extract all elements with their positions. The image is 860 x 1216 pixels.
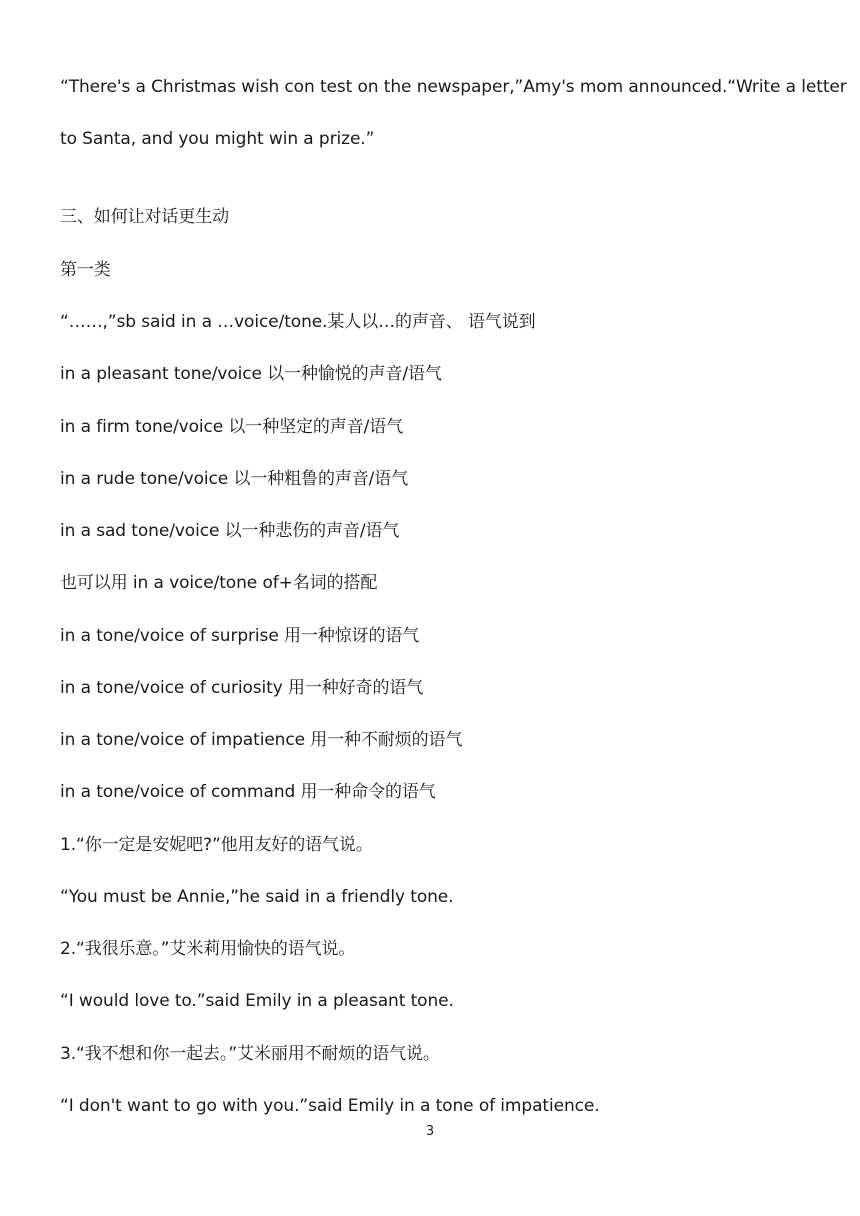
subsection-heading: 第一类 bbox=[60, 260, 111, 280]
paragraph-line: to Santa, and you might win a prize.” bbox=[60, 129, 375, 149]
example-line: 3.“我不想和你一起去。”艾米丽用不耐烦的语气说。 bbox=[60, 1044, 440, 1064]
phrase-line: in a tone/voice of command 用一种命令的语气 bbox=[60, 782, 436, 802]
phrase-line: in a tone/voice of curiosity 用一种好奇的语气 bbox=[60, 678, 424, 698]
section-heading: 三、如何让对话更生动 bbox=[60, 207, 229, 227]
example-line: “I would love to.”said Emily in a pleasant tone. bbox=[60, 991, 454, 1011]
example-line: 2.“我很乐意。”艾米莉用愉快的语气说。 bbox=[60, 939, 356, 959]
paragraph-line: “There's a Christmas wish con test on the newspaper,”Amy's mom announced.“Write a letter bbox=[60, 77, 847, 97]
example-line: “You must be Annie,”he said in a friendly tone. bbox=[60, 887, 454, 907]
example-line: “I don't want to go with you.”said Emily in a tone of impatience. bbox=[60, 1096, 600, 1116]
phrase-line: in a tone/voice of surprise 用一种惊讶的语气 bbox=[60, 626, 420, 646]
phrase-line: in a tone/voice of impatience 用一种不耐烦的语气 bbox=[60, 730, 463, 750]
phrase-line: in a rude tone/voice 以一种粗鲁的声音/语气 bbox=[60, 469, 409, 489]
page-number: 3 bbox=[425, 1124, 435, 1139]
paragraph-line: “……,”sb said in a …voice/tone.某人以…的声音、 语气说到 bbox=[60, 312, 536, 332]
phrase-line: in a pleasant tone/voice 以一种愉悦的声音/语气 bbox=[60, 364, 442, 384]
example-line: 1.“你一定是安妮吧?”他用友好的语气说。 bbox=[60, 835, 373, 855]
phrase-line: in a firm tone/voice 以一种坚定的声音/语气 bbox=[60, 417, 404, 437]
phrase-line: in a sad tone/voice 以一种悲伤的声音/语气 bbox=[60, 521, 400, 541]
paragraph-line: 也可以用 in a voice/tone of+名词的搭配 bbox=[60, 573, 378, 593]
